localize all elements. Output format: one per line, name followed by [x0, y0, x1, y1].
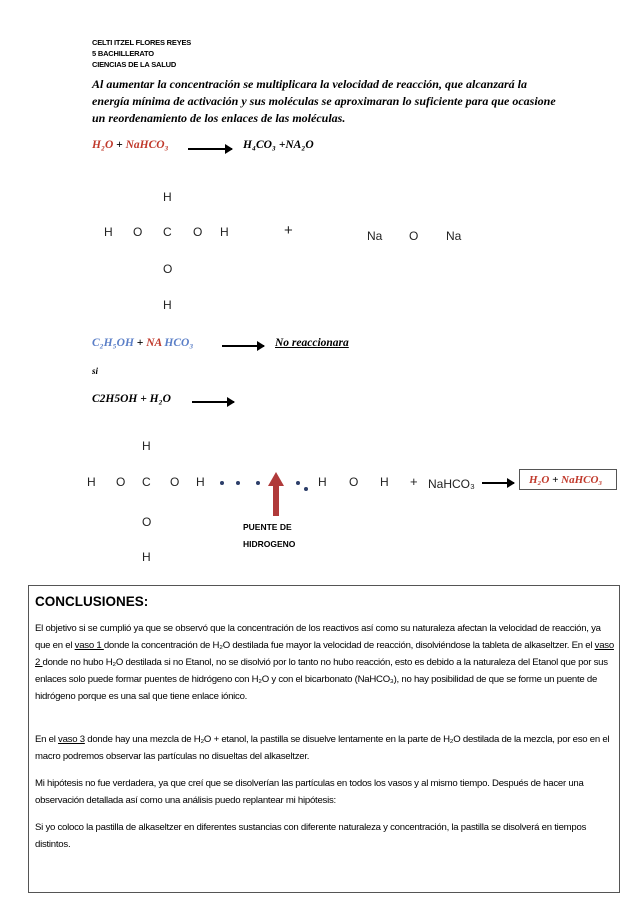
equation-2-reactants: [92, 337, 193, 349]
bond-dot: [236, 481, 240, 485]
struct1-atom-3: C: [163, 225, 172, 239]
struct1-atom-4: O: [193, 225, 203, 239]
struct2-plus: +: [410, 474, 418, 489]
bond-dot: [304, 487, 308, 491]
p2-text-b: donde hay una mezcla de H₂O + etanol, la pastilla se disuelve lentamente en la parte de H₂O destilada de la mezcla, por eso en el macro podremos observar las partículas no disueltas del alkaseltzer.: [35, 734, 610, 762]
reaction-arrow-4: [482, 482, 514, 484]
eq2-hco3: HCO₃: [161, 337, 194, 349]
eq2-result: No reaccionara: [275, 337, 349, 349]
equation-1-reactants: [92, 139, 169, 151]
equation-3: C2H5OH + H₂O: [92, 393, 171, 405]
bond-dot: [220, 481, 224, 485]
struct1-h-below: H: [163, 298, 172, 312]
box-nahco3: NaHCO₃: [561, 474, 603, 486]
subject: CIENCIAS DE LA SALUD: [92, 60, 177, 69]
eq1-h2o: H₂O: [92, 139, 114, 151]
p2-text-a: En el: [35, 734, 59, 745]
conclusions-paragraph-2: [35, 731, 615, 765]
conclusions-paragraph-3: Mi hipótesis no fue verdadera, ya que creí que se disolverían las partículas en todos los vasos y al mismo tiempo. Después de hacer una observación detallada así como una análisis puedo replantear mi hipótesis:: [35, 778, 584, 806]
struct1-atom-2: O: [133, 225, 143, 239]
struct2-nahco3: NaHCO₃: [428, 477, 475, 491]
si-label: si: [92, 366, 99, 376]
vaso-1-label: vaso 1: [74, 640, 104, 651]
p1-text-b: donde la concentración de H₂O destilada fue mayor la velocidad de reacción, disolviéndose la tableta de alkaseltzer. En el: [103, 640, 595, 651]
conclusions-paragraph-4: Si yo coloco la pastilla de alkaseltzer en diferentes sustancias con diferente naturaleza y concentración, la pastilla se disolverá en tiempos distintos.: [35, 822, 587, 850]
bridge-label-2: HIDROGENO: [243, 539, 296, 549]
eq2-plus: +: [133, 337, 147, 349]
struct2-atom-5: H: [196, 475, 205, 489]
p1-text-c: donde no hubo H₂O destilada si no Etanol, no se disolvió por lo tanto no hubo reacción, esto es debido a la naturaleza del Etanol que por sus enlaces solo puede formar puentes de hidrógeno con H₂O y con el bicarbonato (NaHCO₃), no hay posibilidad de que se forme un puente de hidrógeno porque es una sal que tiene enlace iónico.: [35, 657, 608, 702]
struct2-h-top: H: [142, 439, 151, 453]
struct2-right-h-2: H: [380, 475, 389, 489]
struct1-na-1: Na: [367, 229, 383, 243]
p1-text-a: El objetivo si se cumplió ya que se observó que la concentración de los reactivos así como su naturaleza afectan la velocidad de reacción, ya que en el: [35, 623, 601, 651]
reaction-arrow-2: [222, 345, 264, 347]
bond-dot: [296, 481, 300, 485]
struct1-o-below: O: [163, 262, 173, 276]
struct2-o-below: O: [142, 515, 152, 529]
struct2-atom-3: C: [142, 475, 151, 489]
box-plus: +: [549, 474, 562, 486]
reaction-arrow-3: [192, 401, 234, 403]
reaction-arrow-1: [188, 148, 232, 150]
eq1-nahco3: NaHCO₃: [125, 139, 169, 151]
up-arrow-icon: [266, 470, 286, 518]
grade: 5 BACHILLERATO: [92, 49, 154, 58]
conclusions-paragraph-1: [35, 620, 615, 705]
struct2-atom-2: O: [116, 475, 126, 489]
struct1-atom-1: H: [104, 225, 113, 239]
bond-dot: [256, 481, 260, 485]
equation-1-product: H₄CO₃ +NA₂O: [243, 139, 314, 151]
struct1-h-top: H: [163, 190, 172, 204]
conclusions-box: [28, 585, 620, 893]
conclusions-title: CONCLUSIONES:: [35, 594, 149, 609]
struct2-h-below: H: [142, 550, 151, 564]
box-h2o: H₂O: [529, 474, 550, 486]
vaso-2-label: vaso 2: [35, 640, 614, 668]
struct2-right-o: O: [349, 475, 359, 489]
eq2-ethanol: C₂H₅OH: [92, 337, 134, 349]
product-box: [519, 469, 617, 490]
struct1-atom-5: H: [220, 225, 229, 239]
bridge-label-1: PUENTE DE: [243, 522, 292, 532]
struct1-o: O: [409, 229, 419, 243]
struct2-atom-1: H: [87, 475, 96, 489]
eq2-na: NA: [146, 337, 162, 349]
struct2-right-h-1: H: [318, 475, 327, 489]
eq1-plus: +: [113, 139, 126, 151]
struct1-plus: +: [284, 222, 293, 239]
vaso-3-label: vaso 3: [58, 734, 85, 745]
intro-paragraph: Al aumentar la concentración se multiplicara la velocidad de reacción, que alcanzará la energía mínima de activación y sus moléculas se aproximaran lo suficiente para que ocasione un reordenamiento de los enlaces de las moléculas.: [92, 77, 556, 125]
struct2-atom-4: O: [170, 475, 180, 489]
author-name: CELTI ITZEL FLORES REYES: [92, 38, 192, 47]
struct1-na-2: Na: [446, 229, 462, 243]
